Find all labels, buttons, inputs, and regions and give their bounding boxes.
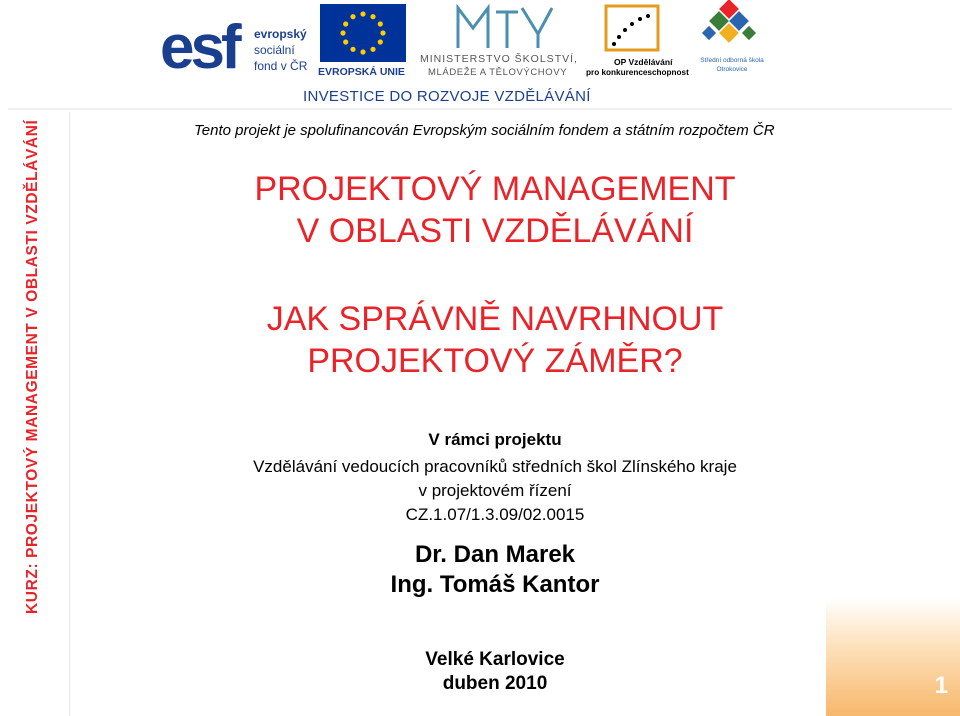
op-line1: OP Vzdělávání [614, 57, 673, 67]
msmt-mark-icon [458, 8, 552, 48]
context-heading: V rámci projektu [428, 430, 562, 449]
author-2: Ing. Tomáš Kantor [390, 571, 600, 598]
esf-logo-line3: fond v ČR [254, 59, 308, 73]
school-logo [696, 0, 768, 80]
authors [100, 540, 890, 600]
question-line1: JAK SPRÁVNĚ NAVRHNOUT [266, 300, 724, 338]
context-line3: CZ.1.07/1.3.09/02.0015 [405, 505, 585, 524]
esf-logo-line2: sociální [254, 43, 295, 57]
op-line2: pro konkurenceschopnost [586, 68, 689, 77]
context-line1: Vzdělávání vedoucích pracovníků středních škol Zlínského kraje [253, 457, 737, 476]
esf-logo-line1: evropský [254, 27, 307, 41]
context-body [100, 455, 890, 527]
main-title-line2: V OBLASTI VZDĚLÁVÁNÍ [296, 212, 694, 250]
msmt-logo [418, 4, 578, 78]
op-dots-icon [612, 14, 650, 46]
eu-flag-logo [318, 4, 408, 78]
school-line1: Střední odborná škola [700, 57, 764, 64]
question-heading [70, 298, 920, 382]
author-1: Dr. Dan Marek [414, 541, 576, 568]
place-city: Velké Karlovice [425, 649, 565, 670]
esf-logo [160, 4, 310, 78]
question-line2: PROJEKTOVÝ ZÁMĚR? [307, 342, 683, 380]
place-date [100, 648, 890, 696]
school-diamond-icon [702, 0, 756, 43]
vertical-course-banner: KURZ: PROJEKTOVÝ MANAGEMENT V OBLASTI VZDĚLÁVÁNÍ [24, 119, 41, 614]
header-divider [8, 108, 952, 110]
main-title [70, 168, 920, 252]
school-line2: Otrokovice [716, 66, 748, 73]
page-number: 1 [934, 672, 948, 699]
investice-tagline: INVESTICE DO ROZVOJE VZDĚLÁVÁNÍ [303, 88, 591, 105]
op-vzdelavani-logo [586, 4, 690, 78]
place-date-text: duben 2010 [442, 673, 548, 694]
context-line2: v projektovém řízení [418, 481, 572, 500]
msmt-line1: MINISTERSTVO ŠKOLSTVÍ, [420, 53, 578, 65]
funding-note: Tento projekt je spolufinancován Evropským sociálním fondem a státním rozpočtem ČR [194, 122, 775, 139]
esf-logo-text: esf [160, 13, 238, 78]
msmt-line2: MLÁDEŽE A TĚLOVÝCHOVY [428, 67, 568, 78]
main-title-line1: PROJEKTOVÝ MANAGEMENT [254, 170, 736, 208]
eu-caption: EVROPSKÁ UNIE [318, 66, 405, 78]
